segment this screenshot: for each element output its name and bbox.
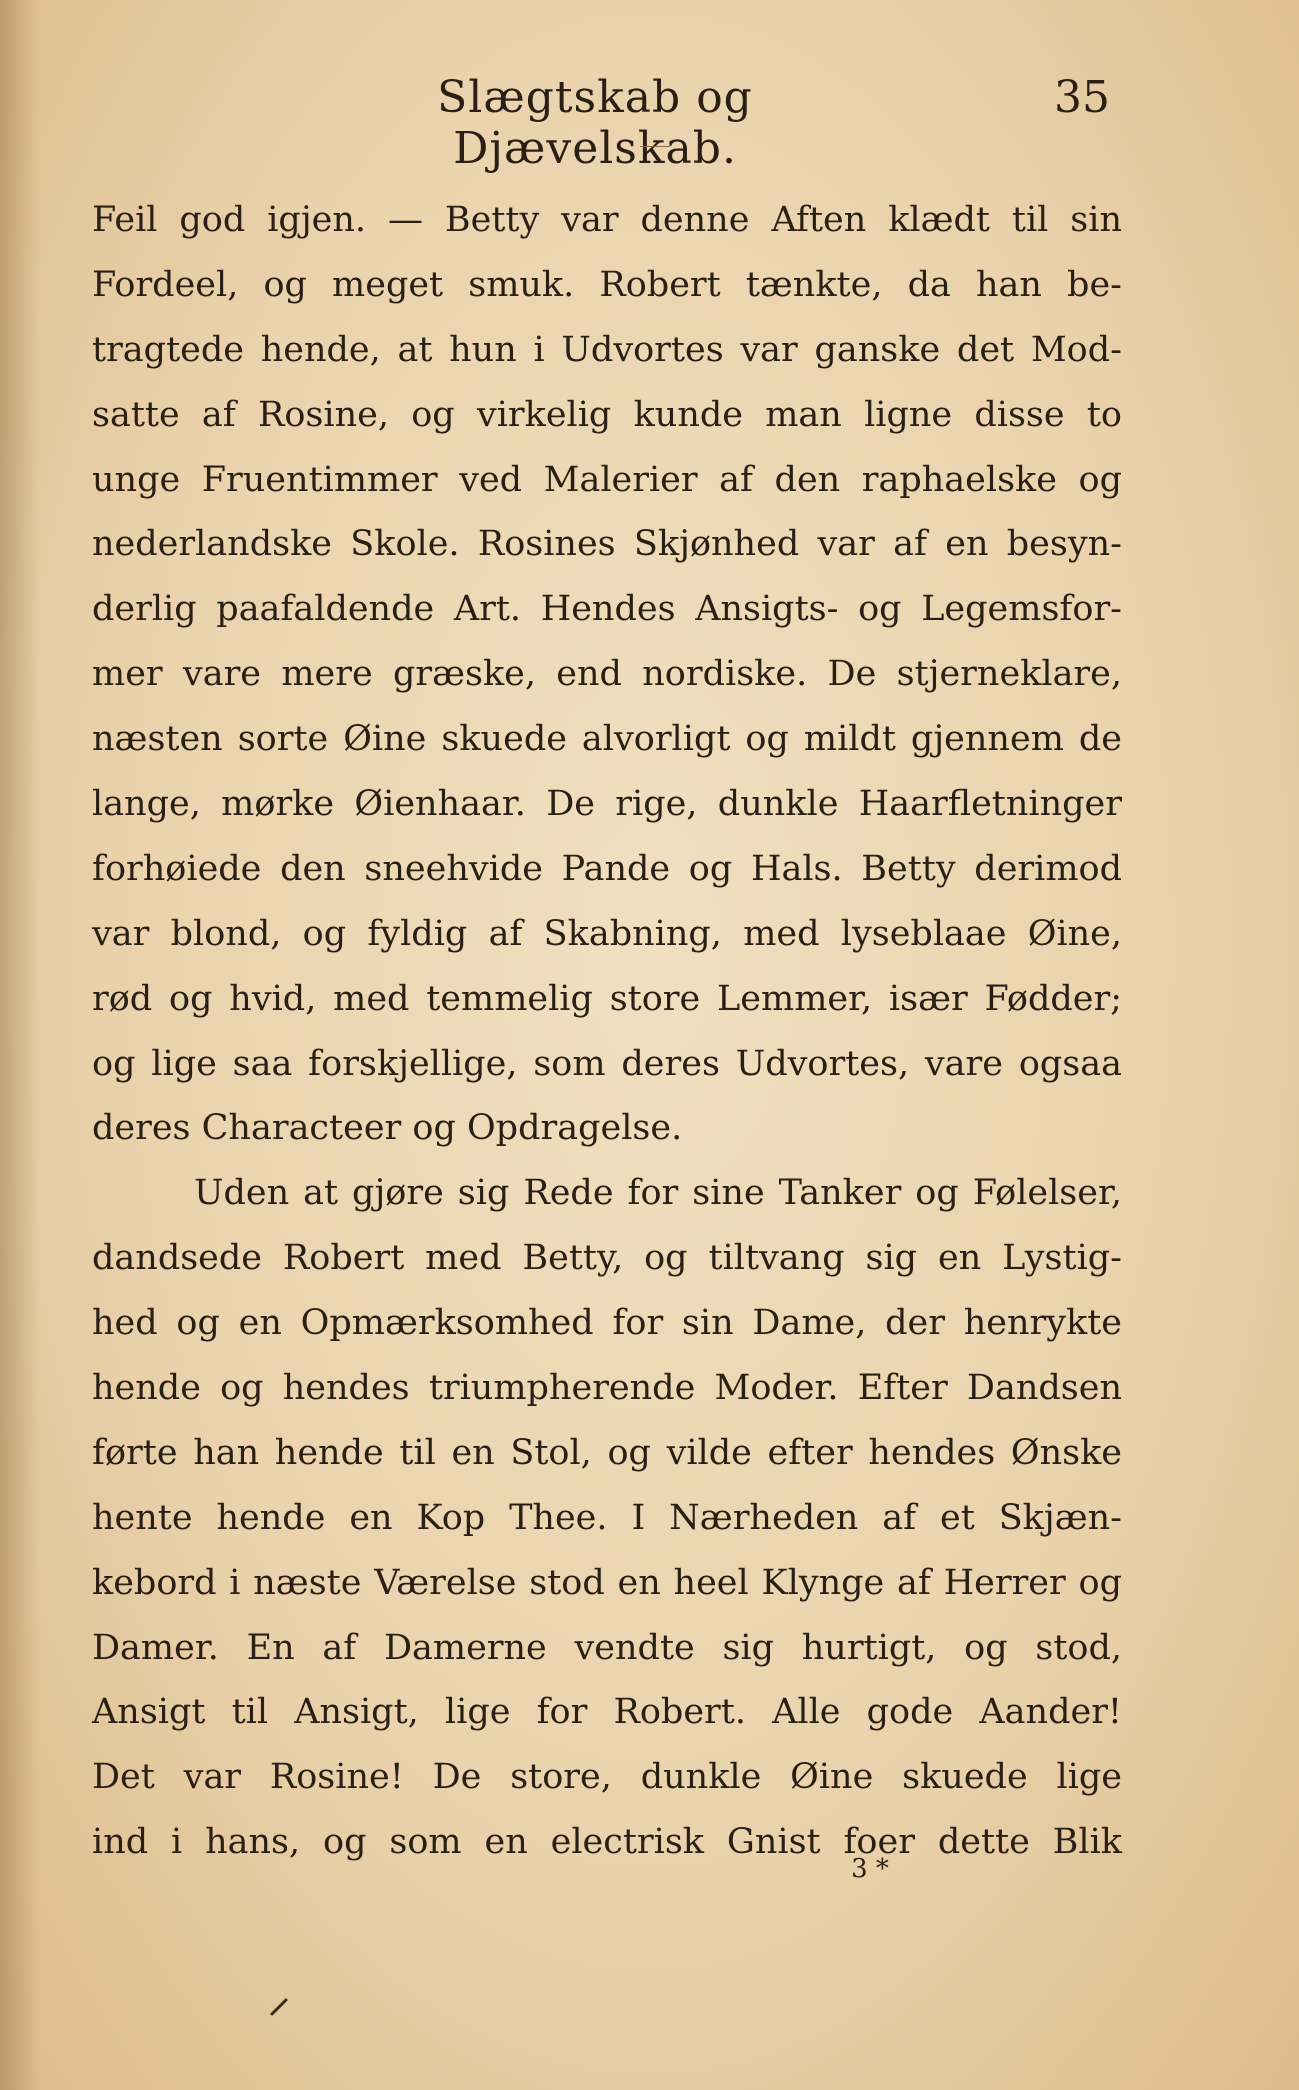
text-line: nederlandske Skole. Rosines Skjønhed var af en besyn- [92, 524, 1122, 565]
signature-mark: 3 * [851, 1854, 889, 1884]
text-line: Feil god igjen. — Betty var denne Aften klædt til sin [92, 200, 1122, 240]
pencil-mark-icon [268, 1996, 290, 2018]
text-line: førte han hende til en Stol, og vilde efter hendes Ønske [92, 1432, 1122, 1473]
text-line: Fordeel, og meget smuk. Robert tænkte, da han be- [92, 264, 1122, 305]
text-line: hende og hendes triumpherende Moder. Efter Dandsen [92, 1368, 1122, 1409]
body-text [92, 188, 1122, 1875]
text-line: satte af Rosine, og virkelig kunde man ligne disse to [92, 394, 1122, 435]
text-line: næsten sorte Øine skuede alvorligt og mildt gjennem de [92, 719, 1122, 760]
text-line: og lige saa forskjellige, som deres Udvortes, vare ogsaa [92, 1043, 1122, 1084]
text-line: hed og en Opmærksomhed for sin Dame, der henrykte [92, 1303, 1122, 1344]
spine-shadow [0, 0, 40, 2090]
text-line: rød og hvid, med temmelig store Lemmer, især Fødder; [92, 978, 1122, 1019]
paragraph-end-line: deres Characteer og Opdragelse. [92, 1108, 683, 1149]
text-line: unge Fruentimmer ved Malerier af den raphaelske og [92, 459, 1122, 500]
text-line: hente hende en Kop Thee. I Nærheden af et Skjæn- [92, 1497, 1122, 1538]
text-line: ind i hans, og som en electrisk Gnist foer dette Blik [92, 1822, 1122, 1863]
text-line: dandsede Robert med Betty, og tiltvang sig en Lystig- [92, 1238, 1122, 1279]
text-line: kebord i næste Værelse stod en heel Klynge af Herrer og [92, 1562, 1122, 1603]
text-line: Damer. En af Damerne vendte sig hurtigt, og stod, [92, 1627, 1122, 1668]
text-line: forhøiede den sneehvide Pande og Hals. Betty derimod [92, 848, 1122, 889]
paragraph-start-line: Uden at gjøre sig Rede for sine Tanker og Følelser, [194, 1173, 1122, 1214]
text-line: derlig paafaldende Art. Hendes Ansigts- og Legemsfor- [92, 589, 1122, 630]
text-line: mer vare mere græske, end nordiske. De stjerneklare, [92, 654, 1122, 695]
text-line: tragtede hende, at hun i Udvortes var ganske det Mod- [92, 329, 1122, 370]
text-line: Det var Rosine! De store, dunkle Øine skuede lige [92, 1757, 1122, 1798]
text-line: lange, mørke Øienhaar. De rige, dunkle Haarfletninger [92, 784, 1122, 825]
text-line: var blond, og fyldig af Skabning, med lyseblaae Øine, [92, 913, 1122, 954]
page-number: 35 [1054, 72, 1110, 123]
text-line: Ansigt til Ansigt, lige for Robert. Alle gode Aander! [92, 1692, 1122, 1733]
running-title: Slægtskab og Djævelskab. [437, 72, 753, 174]
header-rule [640, 146, 670, 147]
